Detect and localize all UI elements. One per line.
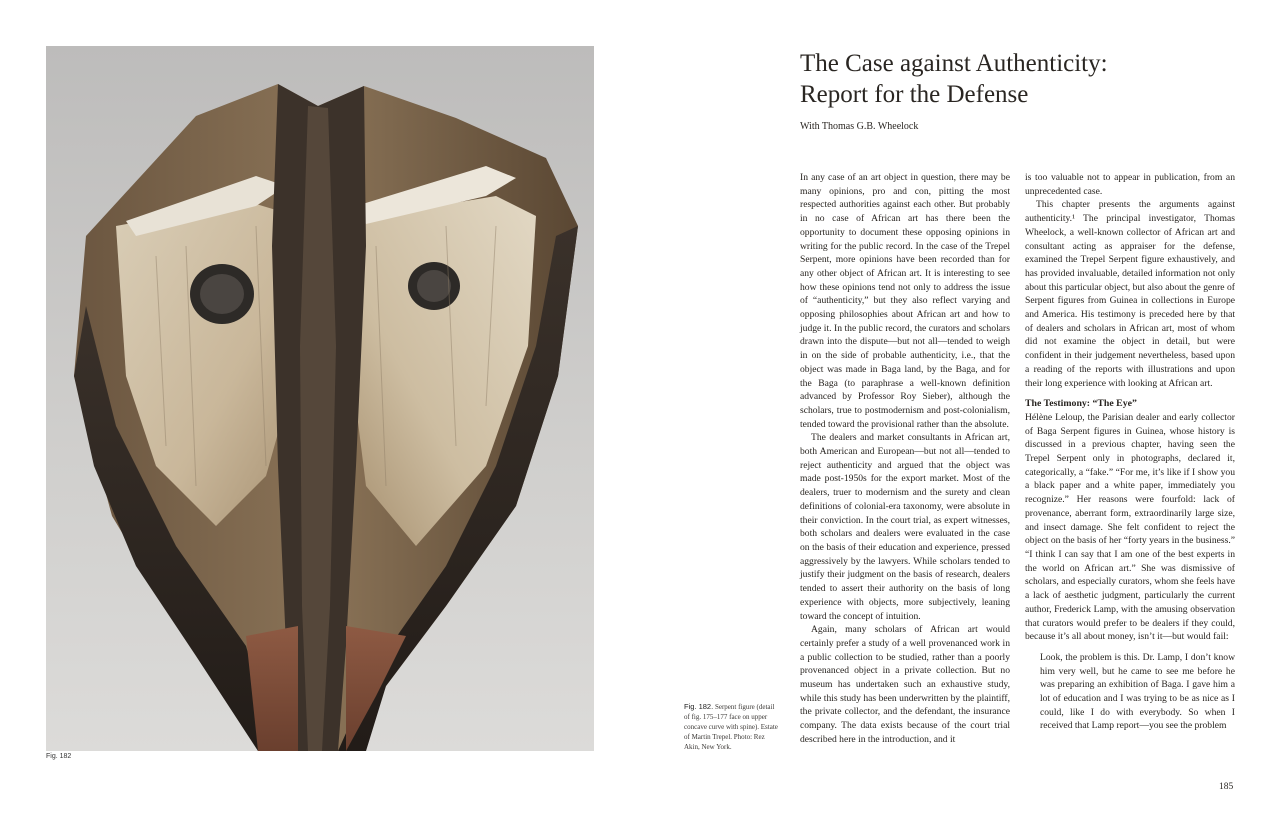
paragraph: is too valuable not to appear in publication, from an unprecedented case. xyxy=(1025,172,1235,197)
chapter-title-line-2: Report for the Defense xyxy=(800,81,1029,108)
paragraph: Again, many scholars of African art would certainly prefer a study of a well provenanced work in a public collection to be studied, rather than a poorly provenanced object in a private collection. But no museum has undertaken such an exhaustive study, while this study has been underwritten by the plaintiff, the private collector, and the defendant, the insurance company. The data exists because of the court trial described here in the introduction, and it xyxy=(800,624,1010,745)
caption-text: Serpent figure (detail of fig. 175–177 face on upper concave curve with spine). Estate of Martin Trepel. Photo: Rez Akin, New York. xyxy=(684,703,778,751)
section-heading: The Testimony: “The Eye” xyxy=(1025,398,1137,410)
paragraph: Hélène Leloup, the Parisian dealer and early collector of Baga Serpent figures in Guinea, whose history is discussed in a previous chapter, having seen the Trepel Serpent only in photographs, declared it, categorically, a “fake.” “For me, it’s like if I show you a black paper and a white paper, immediately you recognize.” Her reasons were fourfold: lack of provenance, aberrant form, extraordinarily large size, and insect damage. She felt confident to reject the object on the basis of her “forty years in the business.” “I think I can say that I am one of the best experts in the world on African art.” She was dismissive of scholars, and especially curators, whom she feels have a lack of aesthetic judgment, particularly the current author, Frederick Lamp, with the amusing observation that curators would prefer to be dealers if they could, because it’s all about money, isn’t it—but would fail: xyxy=(1025,411,1235,643)
paragraph: The dealers and market consultants in African art, both American and European—but not all—tended to reject authenticity and argued that the object was made post-1950s for the export market. Most of the dealers, truer to modernism and the surety and clean definitions of colonial-era taxonomy, were absolute in their conviction. In the court trial, as expert witnesses, both scholars and dealers were evaluated in the case on the basis of their education and experience, pressed aggressively by the lawyers. While scholars tended to justify their judgment on the basis of research, dealers tended to assert their authority on the basis of long experience with objects, more subjectively, leaning toward the concept of intuition. xyxy=(800,432,1010,622)
text-column-2 xyxy=(1025,171,1235,733)
text-column-1 xyxy=(800,171,1010,747)
paragraph: This chapter presents the arguments against authenticity.¹ The principal investigator, Thomas Wheelock, a well-known collector of African art and consultant acting as appraiser for the defense, examined the Trepel Serpent figure exhaustively, and has provided invaluable, detailed information not only about this particular object, but also about the genre of Serpent figures from Guinea in collections in Europe and America. His testimony is preceded here by that of dealers and scholars in African art, most of whom did not examine the object in detail, but were confident in their judgement nevertheless, based upon a reading of the reports with illustrations and upon their long experience with looking at African art. xyxy=(1025,199,1235,389)
figure-caption xyxy=(684,702,780,752)
quote-text: Look, the problem is this. Dr. Lamp, I don’t know him very well, but he came to see me before he was preparing an exhibition of Baga. I gave him a lot of education and I was trying to be as nice as I could, like I do with everybody. So when I received that Lamp report—you see the problem xyxy=(1040,651,1235,732)
paragraph: In any case of an art object in question, there may be many opinions, pro and con, pitting the most respected authorities against each other. But probably in no case of African art has there been the opportunity to document these opposing opinions in writing for the public record. In the case of the Trepel Serpent, more opinions have been recorded than for any other object of African art. It is interesting to see how these opinions tend not only to address the issue of “authenticity,” but they also reflect varying and opposing philosophies about African art and how to judge it. In the public record, the curators and scholars drawn into the dispute—but not all—tended to weigh in on the side of probable authenticity, i.e., that the object was made in Baga land, by the Baga, and for the Baga (to paraphrase a well-known definition advanced by Professor Roy Sieber), although the scholars, true to postmodernism and post-colonialism, tended toward the provisional rather than the absolute. xyxy=(800,172,1010,430)
serpent-figure-photo xyxy=(46,46,594,751)
page-number: 185 xyxy=(1219,782,1234,792)
serpent-figure-icon xyxy=(46,46,594,751)
chapter-title xyxy=(800,48,1220,110)
chapter-title-line-1: The Case against Authenticity: xyxy=(800,50,1108,77)
caption-label: Fig. 182. xyxy=(684,702,714,711)
chapter-byline: With Thomas G.B. Wheelock xyxy=(800,121,919,132)
figure-tag: Fig. 182 xyxy=(46,753,72,760)
block-quote xyxy=(1040,651,1235,733)
